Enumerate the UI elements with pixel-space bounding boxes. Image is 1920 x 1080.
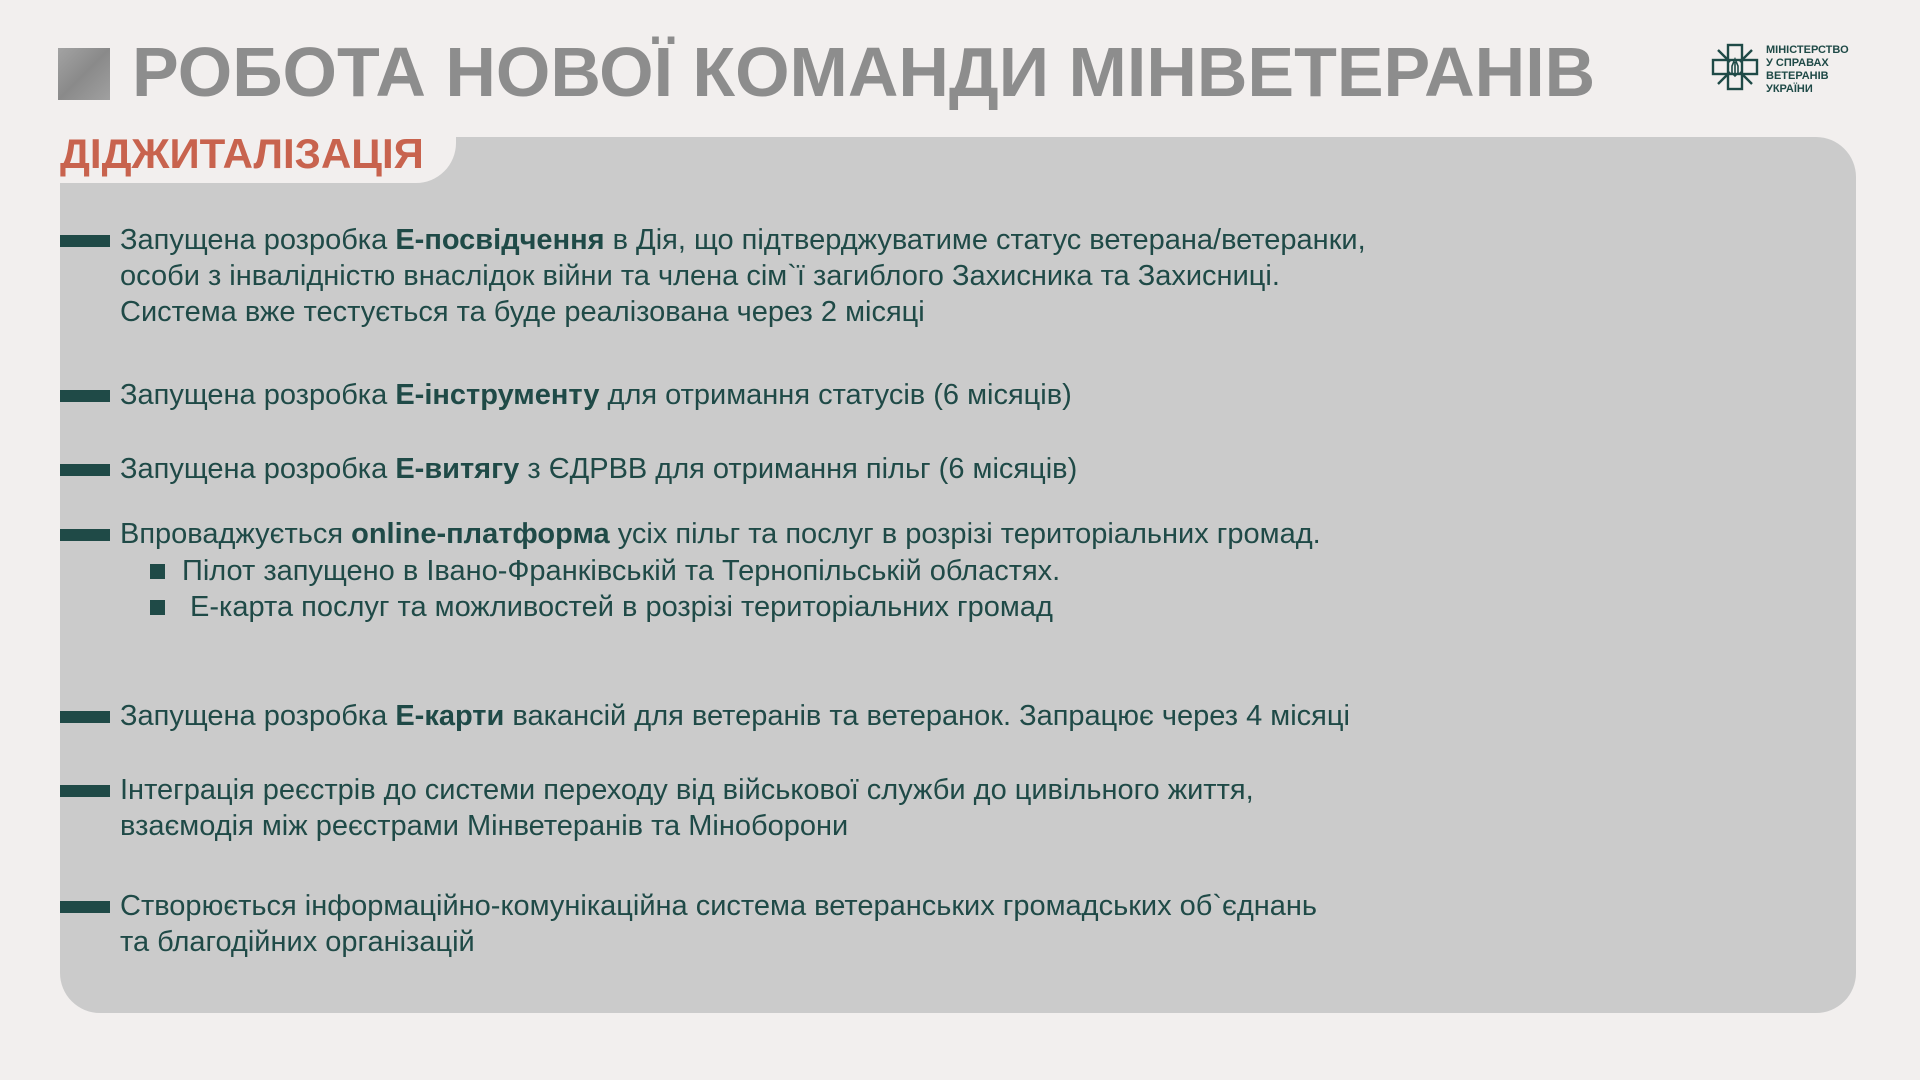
list-item-text: Впроваджується online-платформа усіх пільг та послуг в розрізі територіальних громад. (120, 518, 1321, 550)
bullet-bar-icon (60, 901, 110, 913)
highlight: Е-витягу (395, 453, 520, 485)
logo-line: У СПРАВАХ (1766, 57, 1829, 69)
section-subtitle: ДІДЖИТАЛІЗАЦІЯ (60, 130, 424, 177)
list-item-text: Запущена розробка Е-посвідчення в Дія, що підтверджуватиме статус ветерана/ветеранки, особи з інвалідністю внаслідок війни та члена сім`ї загиблого Захисника та Захисниці. Система вже тестується та буде реалізована через 2 місяці (120, 224, 1366, 328)
bullet-bar-icon (60, 390, 110, 402)
title-square-icon (58, 48, 110, 100)
sub-list-item-text: Пілот запущено в Івано-Франківській та Тернопільській областях. (182, 555, 1061, 587)
bullet-bar-icon (60, 785, 110, 797)
logo-line: УКРАЇНИ (1766, 83, 1813, 95)
list-item-text: Запущена розробка Е-інструменту для отримання статусів (6 місяців) (120, 379, 1072, 411)
ministry-logo (1710, 42, 1870, 100)
list-item-text: Створюється інформаційно-комунікаційна система ветеранських громадських об`єднань та благодійних організацій (120, 890, 1318, 958)
list-item-text: Запущена розробка Е-витягу з ЄДРВВ для отримання пільг (6 місяців) (120, 453, 1078, 485)
page-title: РОБОТА НОВОЇ КОМАНДИ МІНВЕТЕРАНІВ (132, 33, 1596, 111)
highlight: Е-посвідчення (395, 224, 605, 256)
ministry-emblem-icon (1710, 42, 1760, 92)
highlight: online-платформа (351, 518, 610, 550)
bullet-bar-icon (60, 711, 110, 723)
bullet-bar-icon (60, 464, 110, 476)
sub-list-item-text: Е-карта послуг та можливостей в розрізі територіальних громад (182, 591, 1053, 623)
ministry-logo-text (1766, 44, 1849, 96)
bullet-square-icon (150, 600, 165, 615)
highlight: Е-інструменту (395, 379, 600, 411)
logo-line: ВЕТЕРАНІВ (1766, 70, 1829, 82)
bullet-square-icon (150, 564, 165, 579)
bullet-bar-icon (60, 235, 110, 247)
bullet-bar-icon (60, 529, 110, 541)
list-item-text: Інтеграція реєстрів до системи переходу від військової служби до цивільного життя, взаємодія між реєстрами Мінветеранів та Міноборони (120, 774, 1254, 842)
highlight: Е-карти (395, 700, 505, 732)
list-item-text: Запущена розробка Е-карти вакансій для ветеранів та ветеранок. Запрацює через 4 місяці (120, 700, 1350, 732)
logo-line: МІНІСТЕРСТВО (1766, 44, 1849, 56)
